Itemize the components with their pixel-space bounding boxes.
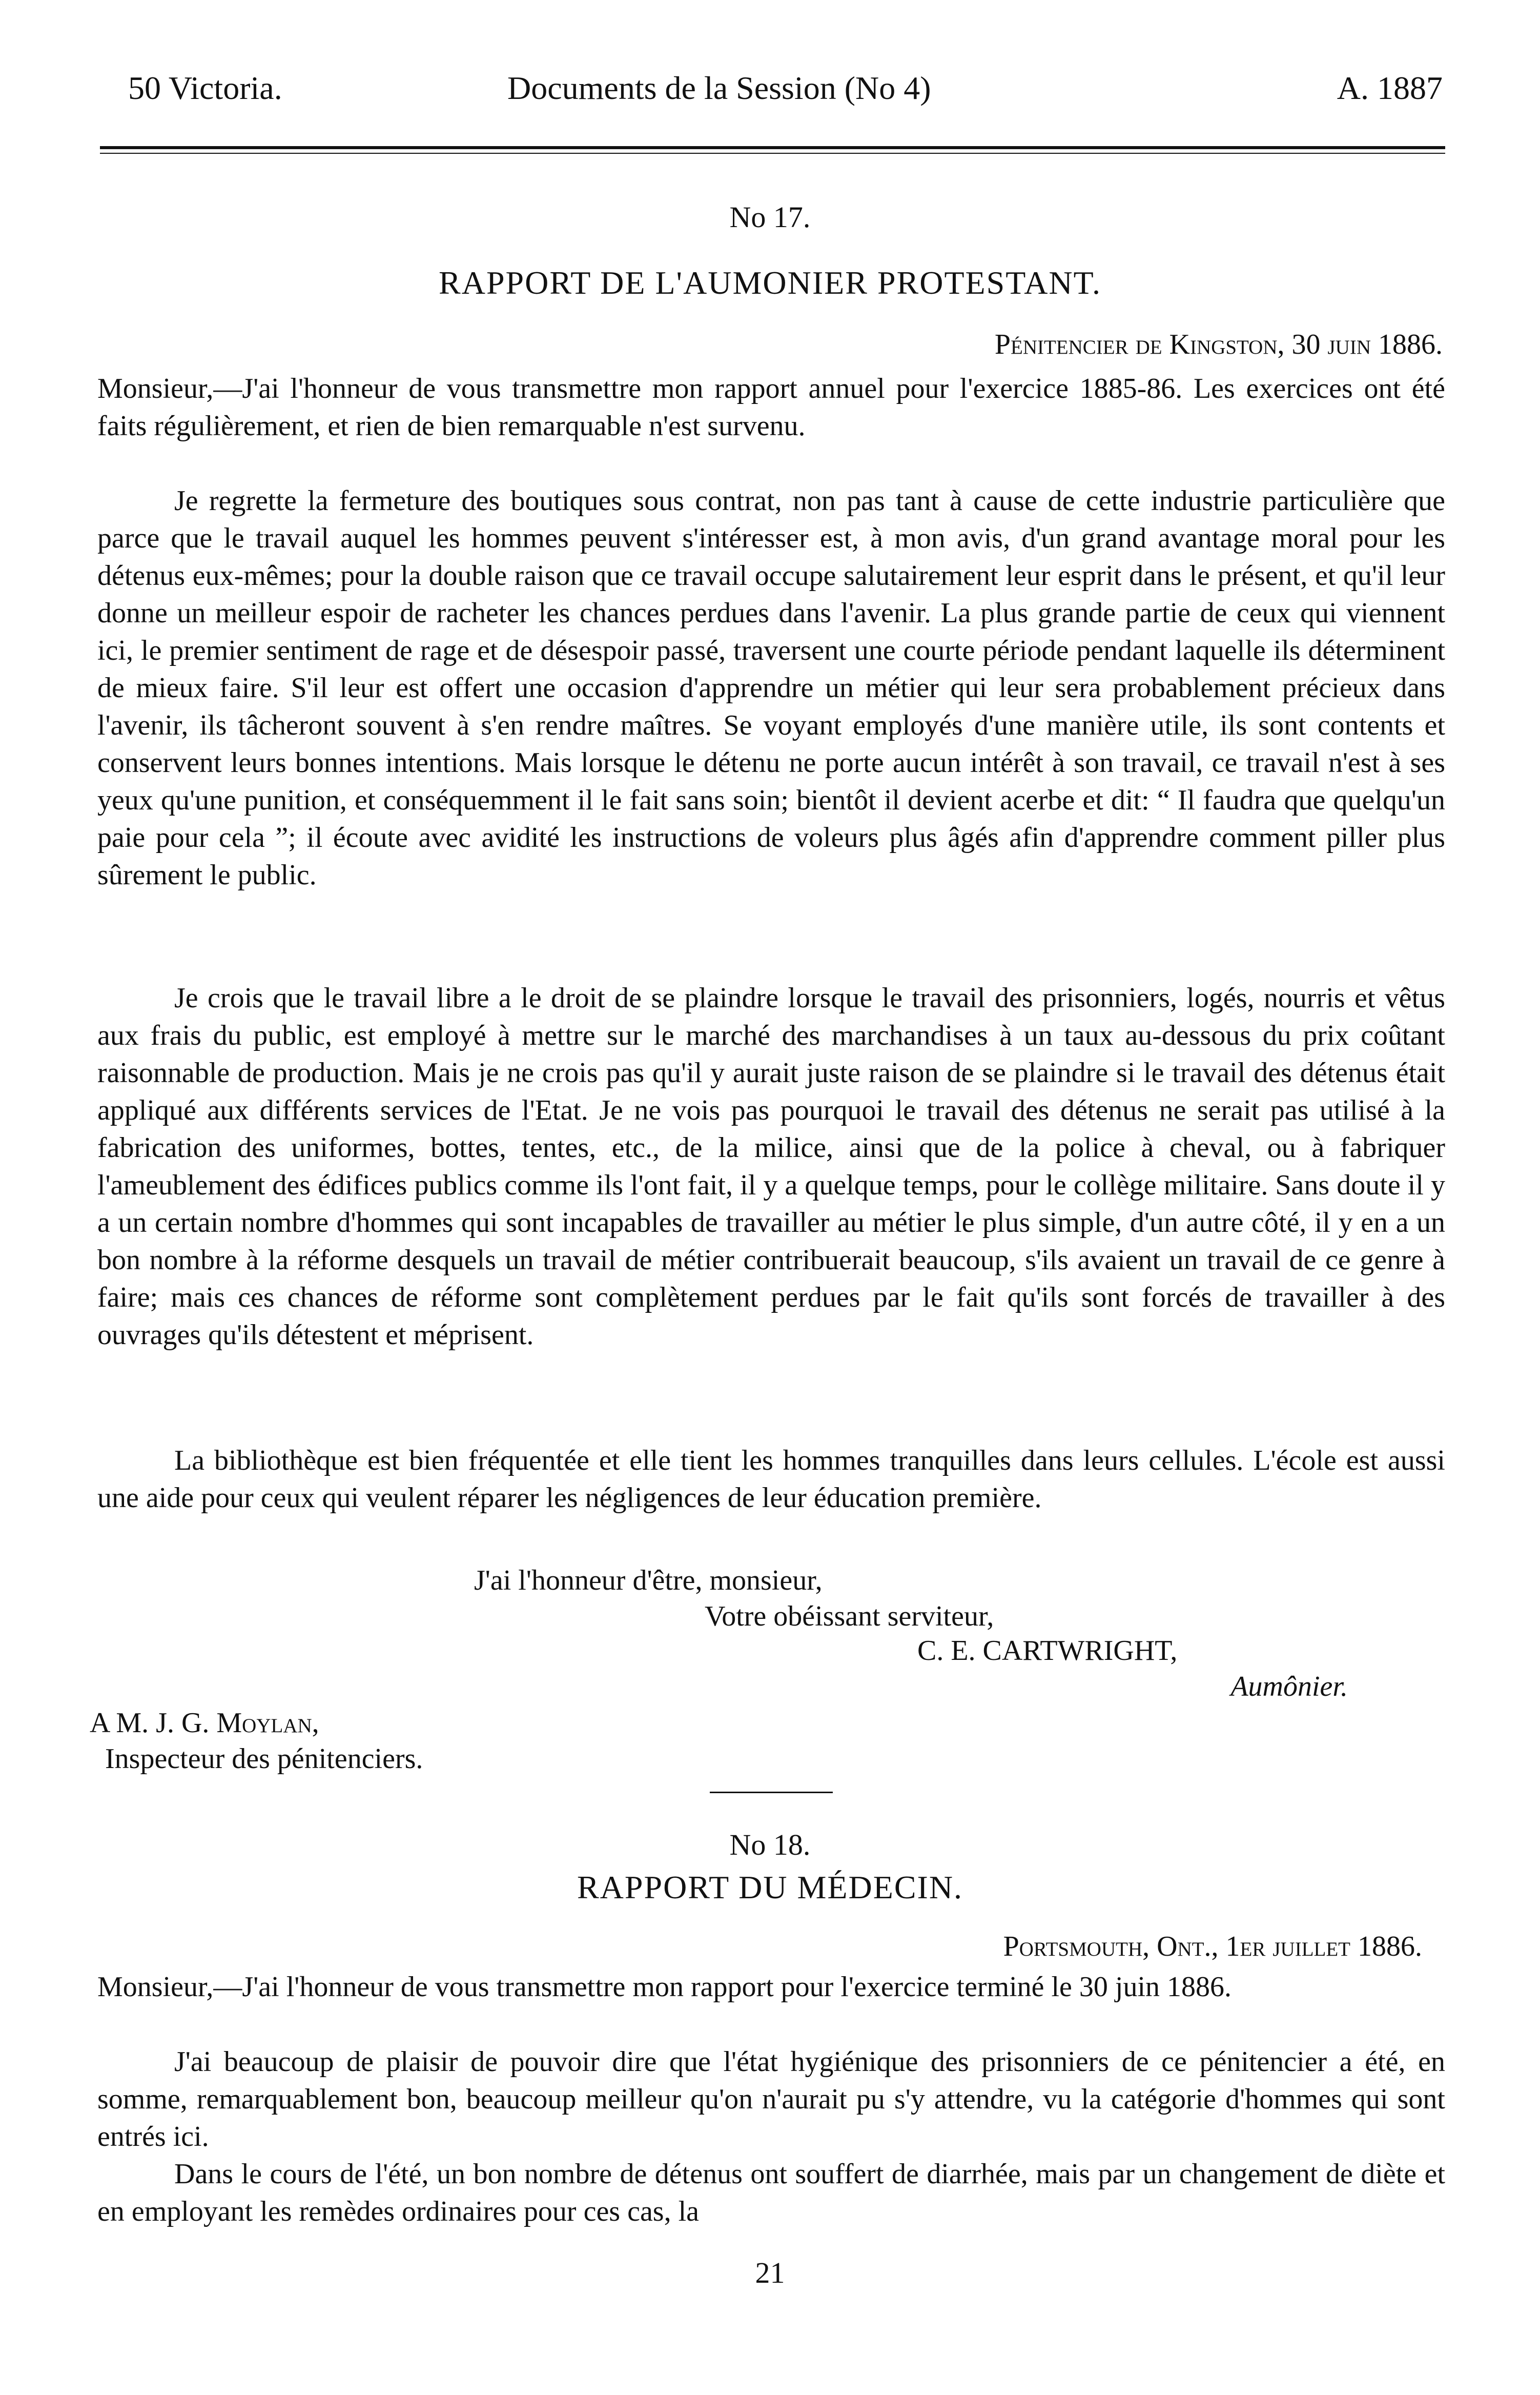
addressee-name: A M. J. G. Moylan, xyxy=(90,1707,319,1739)
report-18-title: RAPPORT DU MÉDECIN. xyxy=(577,1869,963,1905)
section-divider xyxy=(710,1792,833,1793)
report-17-dateline: Pénitencier de Kingston, 30 juin 1886. xyxy=(994,329,1443,360)
report-17-paragraph-2: Je regrette la fermeture des boutiques sous contrat, non pas tant à cause de cette industrie particulière que parce que le travail auquel les hommes peuvent s'intéresser est, à mon avis, d'un grand avantage moral pour les détenus eux-mêmes; pour la double raison que ce travail occupe salutairement leur esprit dans le présent, et qu'il leur donne un meilleur espoir de racheter les chances perdues dans l'avenir. La plus grande partie de ceux qui viennent ici, le premier sentiment de rage et de désespoir passé, traversent une courte période pendant laquelle ils déterminent de mieux faire. S'il leur est offert une occasion d'apprendre un métier qui leur sera probablement précieux dans l'avenir, ils tâcheront souvent à s'en rendre maîtres. Se voyant employés d'une manière utile, ils sont contents et conservent leurs bonnes intentions. Mais lorsque le détenu ne porte aucun intérêt à son travail, ce travail n'est à ses yeux qu'une punition, et conséquemment il le fait sans soin; bientôt il devient acerbe et dit: “ Il faudra que quelqu'un paie pour cela ”; il écoute avec avidité les instructions de voleurs plus âgés afin d'apprendre comment piller plus sûrement le public. xyxy=(97,485,1445,891)
header-title: Documents de la Session (No 4) xyxy=(507,70,931,106)
report-17-number: No 17. xyxy=(729,200,811,234)
report-17-paragraph-1: Monsieur,—J'ai l'honneur de vous transmettre mon rapport annuel pour l'exercice 1885-86. Les exercices ont été faits régulièrement, et rien de bien remarquable n'est survenu. xyxy=(97,373,1445,442)
report-18-paragraph-2: J'ai beaucoup de plaisir de pouvoir dire que l'état hygiénique des prisonniers de ce pénitencier a été, en somme, remarquablement bon, beaucoup meilleur qu'on n'aurait pu s'y attendre, vu la catégorie d'hommes qui sont entrés ici. xyxy=(97,2046,1445,2153)
addressee-title: Inspecteur des pénitenciers. xyxy=(105,1743,423,1775)
header-session: 50 Victoria. xyxy=(128,70,282,106)
header-year: A. 1887 xyxy=(1337,70,1443,106)
signer-title: Aumônier. xyxy=(1230,1671,1348,1702)
signer-name: C. E. CARTWRIGHT, xyxy=(917,1635,1178,1667)
report-17-title: RAPPORT DE L'AUMONIER PROTESTANT. xyxy=(439,265,1101,301)
closing-line-2: Votre obéissant serviteur, xyxy=(705,1600,994,1632)
report-18-dateline: Portsmouth, Ont., 1er juillet 1886. xyxy=(1003,1931,1422,1962)
closing-line: J'ai l'honneur d'être, monsieur, xyxy=(474,1565,823,1596)
page-number: 21 xyxy=(755,2256,785,2289)
header-rule-thick xyxy=(100,146,1445,149)
report-18-paragraph-3: Dans le cours de l'été, un bon nombre de détenus ont souffert de diarrhée, mais par un changement de diète et en employant les remèdes ordinaires pour ces cas, la xyxy=(97,2158,1445,2227)
header-rule-thin xyxy=(100,153,1445,154)
report-18-number: No 18. xyxy=(729,1828,811,1861)
report-17-paragraph-3: Je crois que le travail libre a le droit de se plaindre lorsque le travail des prisonniers, logés, nourris et vêtus aux frais du public, est employé à mettre sur le marché des marchandises à un taux au-dessous du prix coûtant raisonnable de production. Mais je ne crois pas qu'il y aurait juste raison de se plaindre si le travail des détenus était appliqué aux différents services de l'Etat. Je ne vois pas pourquoi le travail des détenus ne serait pas utilisé à la fabrication des uniformes, bottes, tentes, etc., de la milice, ainsi que de la police à cheval, ou à fabriquer l'ameublement des édifices publics comme ils l'ont fait, il y a quelque temps, pour le collège militaire. Sans doute il y a un certain nombre d'hommes qui sont incapables de travailler au métier le plus simple, d'un autre côté, il y en a un bon nombre à la réforme desquels un travail de métier contribuerait beaucoup, s'ils avaient un travail de ce genre à faire; mais ces chances de réforme sont complètement perdues par le fait qu'ils sont forcés de travailler à des ouvrages qu'ils détestent et méprisent. xyxy=(97,982,1445,1351)
report-17-paragraph-4: La bibliothèque est bien fréquentée et elle tient les hommes tranquilles dans leurs cellules. L'école est aussi une aide pour ceux qui veulent réparer les négligences de leur éducation première. xyxy=(97,1445,1445,1514)
report-18-paragraph-1: Monsieur,—J'ai l'honneur de vous transmettre mon rapport pour l'exercice terminé le 30 juin 1886. xyxy=(97,1971,1232,2003)
